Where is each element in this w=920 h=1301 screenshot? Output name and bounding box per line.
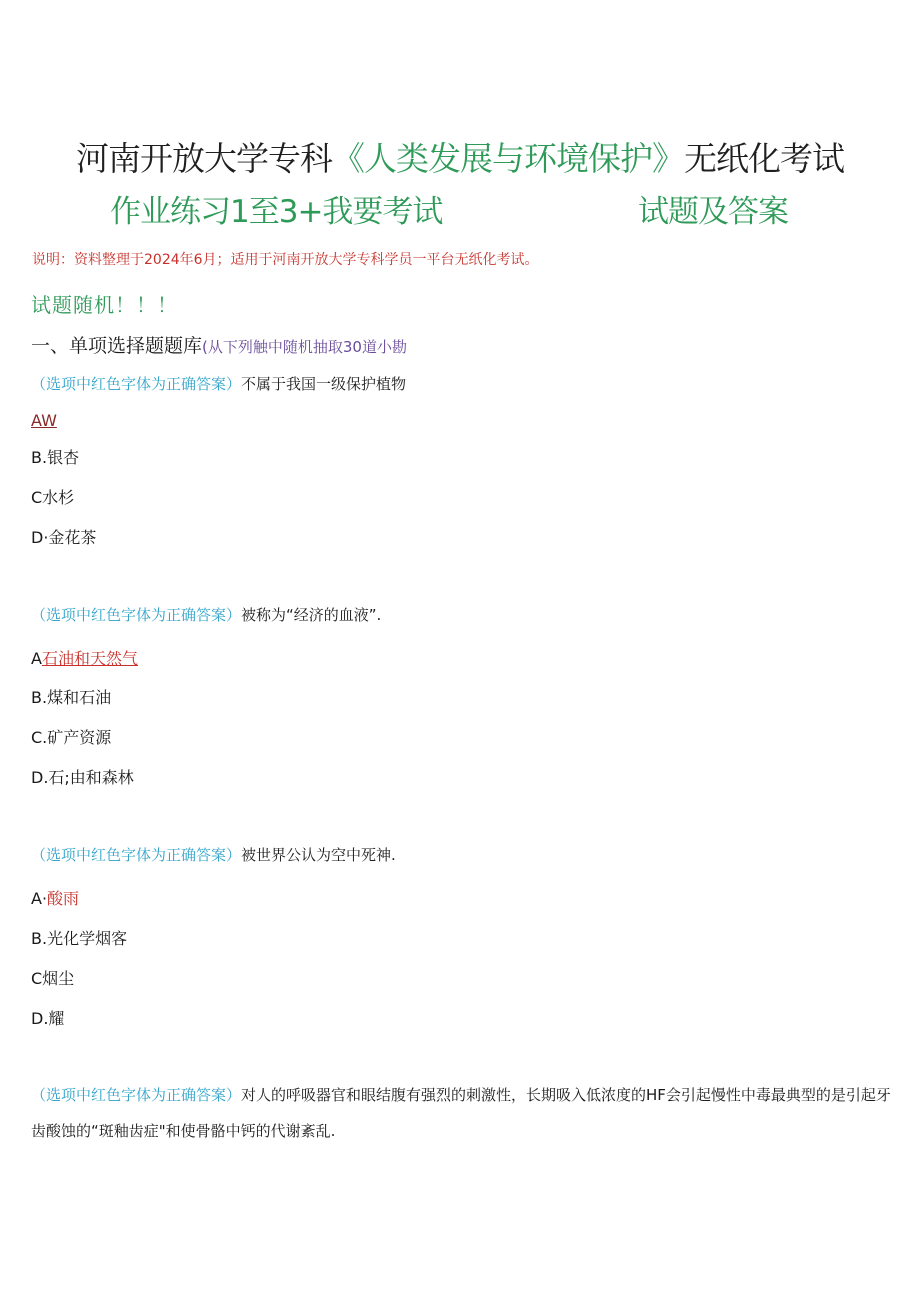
option-b: B.银杏 (31, 448, 80, 467)
option-letter: A· (31, 889, 48, 908)
document-note: 说明：资料整理于2024年6月；适用于河南开放大学专科学员一平台无纸化考试。 (32, 252, 539, 268)
question-stem: 被称为“经济的血液”. (241, 606, 382, 624)
question-3 (31, 843, 396, 867)
answer-hint-tag: （选项中红色字体为正确答案） (31, 606, 242, 624)
option-a (31, 887, 79, 911)
question-2 (31, 603, 381, 627)
title-prefix: 河南开放大学专科 (76, 139, 332, 178)
section-title: 一、单项选择题题库 (31, 335, 203, 357)
section-subtitle: (从下列触中随机抽取30道小勘 (202, 338, 407, 356)
section-heading (31, 332, 407, 361)
document-title-line2-left: 作业练习1至3+我要考试 (110, 194, 443, 230)
correct-answer: 酸雨 (47, 889, 80, 908)
answer-hint-tag: （选项中红色字体为正确答案） (31, 846, 242, 864)
option-c: C烟尘 (31, 969, 75, 988)
answer-hint-tag: （选项中红色字体为正确答案） (31, 375, 242, 393)
document-title-line2-right: 试题及答案 (638, 194, 788, 230)
option-d: D·金花茶 (31, 528, 97, 547)
question-stem: 对人的呼吸器官和眼结腹有强烈的刺激性，长期吸入低浓度的HF会引起慢性中毒最典型的是引起牙齿酸蚀的“斑釉齿症"和使骨骼中钙的代谢紊乱. (31, 1086, 891, 1140)
question-stem: 被世界公认为空中死神. (241, 846, 396, 864)
option-d: D.石;由和森林 (31, 768, 134, 787)
option-a (31, 647, 138, 671)
question-stem: 不属于我国一级保护植物 (241, 375, 407, 393)
option-b: B.煤和石油 (31, 688, 112, 707)
question-4 (31, 1077, 891, 1149)
title-suffix: 无纸化考试 (684, 139, 844, 178)
correct-answer: 石油和天然气 (41, 649, 138, 668)
option-b: B.光化学烟客 (31, 929, 128, 948)
correct-answer: AW (31, 411, 57, 430)
option-c: C.矿产资源 (31, 728, 112, 747)
title-course-name: 《人类发展与环境保护》 (332, 139, 684, 178)
answer-hint-tag: （选项中红色字体为正确答案） (31, 1086, 242, 1104)
document-title-line1 (0, 136, 920, 182)
option-d: D.耀 (31, 1009, 65, 1028)
random-label: 试题随机！！！ (31, 293, 178, 317)
option-letter: A (31, 649, 42, 668)
question-1 (31, 372, 406, 396)
option-c: C水杉 (31, 488, 75, 507)
option-a (31, 409, 57, 433)
